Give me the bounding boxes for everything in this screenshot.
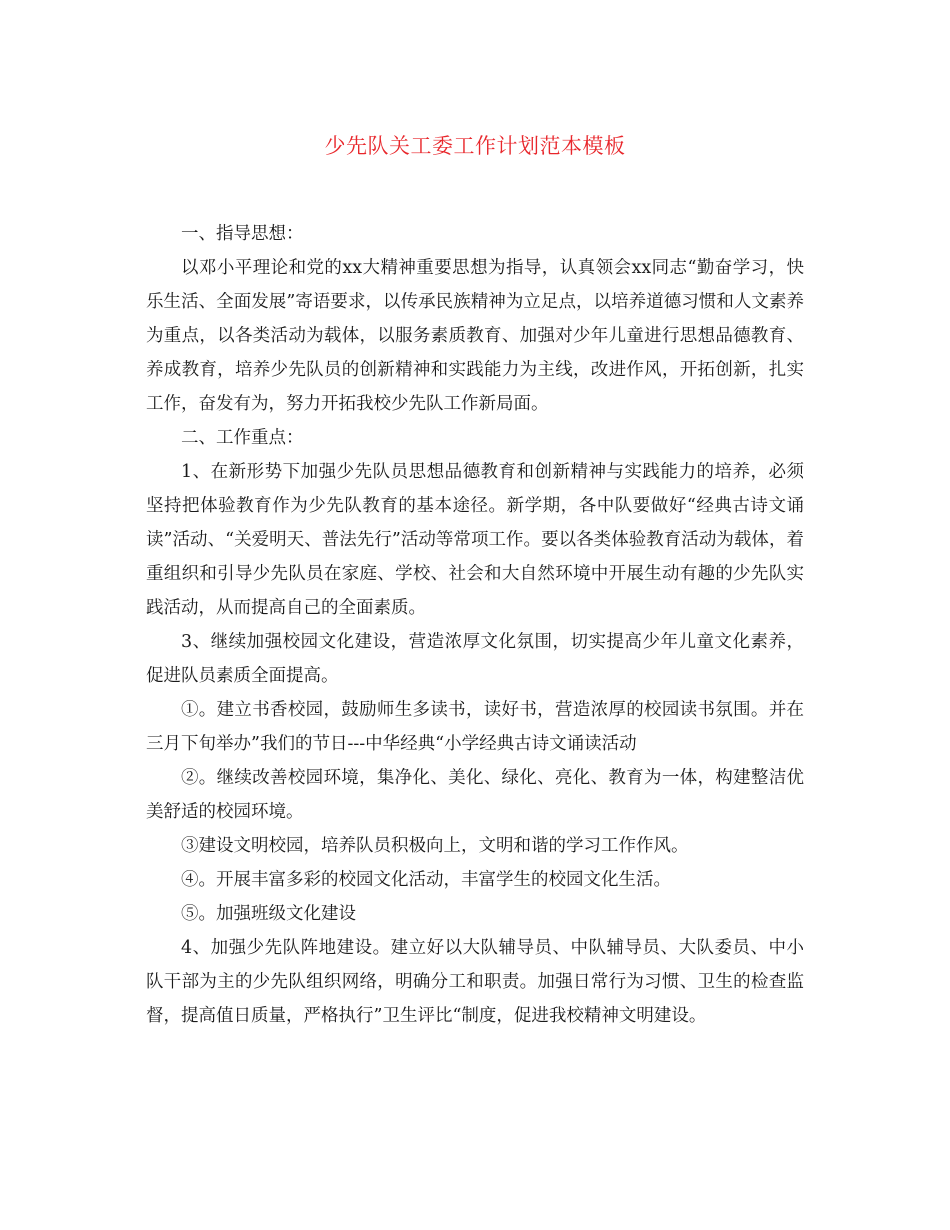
document-title: 少先队关工委工作计划范本模板 [324, 134, 626, 158]
paragraph-subitem-2: ②。继续改善校园环境，集净化、美化、绿化、亮化、教育为一体，构建整洁优美舒适的校园环境。 [146, 768, 804, 822]
paragraph-subitem-4: ④。开展丰富多彩的校园文化活动，丰富学生的校园文化生活。 [181, 870, 671, 890]
section-heading-guiding-ideology: 一、指导思想： [181, 224, 304, 244]
paragraph-item-1: 1、在新形势下加强少先队员思想品德教育和创新精神与实践能力的培养，必须坚持把体验教育作为少先队教育的基本途径。新学期，各中队要做好“经典古诗文诵读”活动、“关爱明天、普法先行”活动等常项工作。要以各类体验教育活动为载体，着重组织和引导少先队员在家庭、学校、社会和大自然环境中开展生动有趣的少先队实践活动，从而提高自己的全面素质。 [146, 462, 804, 618]
paragraph-subitem-1: ①。建立书香校园，鼓励师生多读书，读好书，营造浓厚的校园读书氛围。并在三月下旬举办”我们的节日---中华经典“小学经典古诗文诵读活动 [146, 700, 804, 754]
paragraph-guiding-ideology: 以邓小平理论和党的xx大精神重要思想为指导，认真领会xx同志“勤奋学习，快乐生活、全面发展”寄语要求，以传承民族精神为立足点，以培养道德习惯和人文素养为重点，以各类活动为载体，以服务素质教育、加强对少年儿童进行思想品德教育、养成教育，培养少先队员的创新精神和实践能力为主线，改进作风，开拓创新，扎实工作，奋发有为，努力开拓我校少先队工作新局面。 [146, 258, 804, 414]
paragraph-subitem-5: ⑤。加强班级文化建设 [181, 904, 356, 924]
document-body [146, 217, 804, 1033]
section-heading-work-focus: 二、工作重点： [181, 428, 304, 448]
paragraph-item-3: 3、继续加强校园文化建设，营造浓厚文化氛围，切实提高少年儿童文化素养，促进队员素质全面提高。 [146, 632, 804, 686]
paragraph-item-4: 4、加强少先队阵地建设。建立好以大队辅导员、中队辅导员、大队委员、中小队干部为主的少先队组织网络，明确分工和职责。加强日常行为习惯、卫生的检查监督，提高值日质量，严格执行”卫生评比“制度，促进我校精神文明建设。 [146, 938, 804, 1026]
paragraph-subitem-3: ③建设文明校园，培养队员积极向上，文明和谐的学习工作作风。 [181, 836, 689, 856]
